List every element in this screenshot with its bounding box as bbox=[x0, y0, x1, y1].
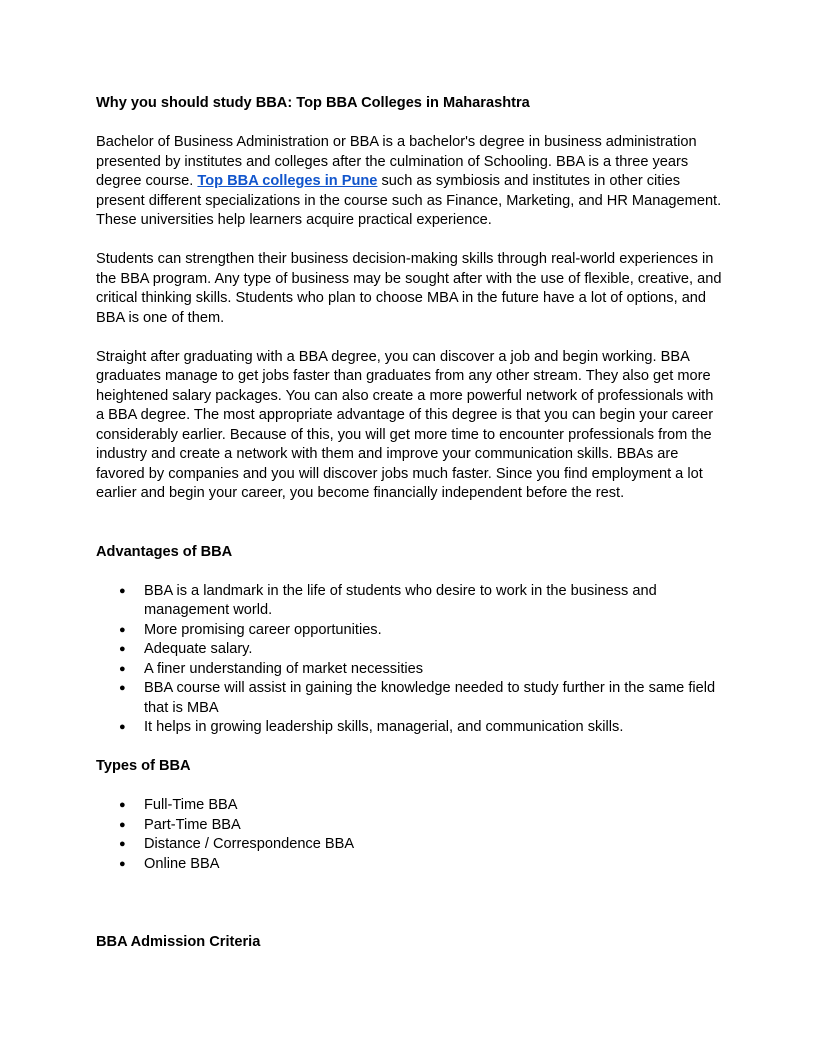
list-item bbox=[96, 621, 724, 641]
list-item bbox=[96, 796, 724, 816]
list-item bbox=[96, 835, 724, 855]
advantages-heading: Advantages of BBA bbox=[96, 543, 233, 560]
list-item bbox=[96, 679, 724, 718]
spacer bbox=[96, 504, 724, 543]
list-item bbox=[96, 855, 724, 875]
intro-text-start: Bachelor of Business Administration or BBA is a bachelor's degree in business administration presented by institutes and colleges after the culmination of Schooling. BBA is a three years degree course. bbox=[96, 134, 697, 189]
list-item-text: It helps in growing leadership skills, managerial, and communication skills. bbox=[144, 719, 624, 735]
bullet-icon: ● bbox=[119, 799, 126, 811]
list-item-text: BBA course will assist in gaining the knowledge needed to study further in the same field that is MBA bbox=[144, 680, 716, 716]
bullet-icon: ● bbox=[119, 721, 126, 733]
bullet-icon: ● bbox=[119, 623, 126, 636]
bullet-icon: ● bbox=[119, 584, 126, 597]
list-item-text: BBA is a landmark in the life of students who desire to work in the business and management world. bbox=[144, 582, 657, 618]
spacer bbox=[96, 874, 724, 913]
list-item-text: Distance / Correspondence BBA bbox=[144, 836, 355, 852]
spacer bbox=[96, 328, 724, 348]
bullet-icon: ● bbox=[119, 682, 126, 694]
top-bba-colleges-pune-link[interactable]: Top BBA colleges in Pune bbox=[197, 173, 378, 189]
spacer bbox=[96, 913, 724, 933]
list-item bbox=[96, 718, 724, 738]
spacer bbox=[96, 777, 724, 797]
document-page bbox=[96, 94, 724, 952]
spacer bbox=[96, 114, 724, 134]
list-item bbox=[96, 660, 724, 680]
bullet-icon: ● bbox=[119, 662, 126, 675]
spacer bbox=[96, 738, 724, 758]
list-item bbox=[96, 640, 724, 660]
list-item-text: Part-Time BBA bbox=[144, 816, 241, 833]
admission-criteria-heading: BBA Admission Criteria bbox=[96, 933, 261, 950]
spacer bbox=[96, 231, 724, 251]
bullet-icon: ● bbox=[119, 857, 126, 870]
list-item-text: Online BBA bbox=[144, 855, 220, 872]
bullet-icon: ● bbox=[119, 643, 126, 655]
list-item-text: Adequate salary. bbox=[144, 641, 253, 657]
list-item bbox=[96, 582, 724, 621]
document-title: Why you should study BBA: Top BBA Colleges in Maharashtra bbox=[96, 95, 530, 111]
advantages-list bbox=[96, 582, 724, 738]
intro-paragraph bbox=[96, 133, 724, 231]
intro-text-end: such as symbiosis and institutes in other cities present different specializations in the course such as Finance, Marketing, and HR Management. These universities help learners acquire practical experience. bbox=[96, 173, 722, 228]
list-item-text: More promising career opportunities. bbox=[144, 621, 382, 638]
list-item bbox=[96, 816, 724, 836]
paragraph-3: Straight after graduating with a BBA degree, you can discover a job and begin working. BBA graduates manage to get jobs faster than graduates from any other stream. They also get more heightened salary packages. You can also create a more powerful network of professionals with a BBA degree. The most appropriate advantage of this degree is that you can begin your career considerably earlier. Because of this, you will get more time to encounter professionals from the industry and create a network with them and improve your communication skills. BBAs are favored by companies and you will discover jobs much faster. Since you find employment a lot earlier and begin your career, you become financially independent before the rest. bbox=[96, 348, 714, 501]
list-item-text: A finer understanding of market necessities bbox=[144, 660, 424, 677]
types-heading: Types of BBA bbox=[96, 758, 191, 774]
spacer bbox=[96, 562, 724, 582]
bullet-icon: ● bbox=[119, 838, 126, 850]
paragraph-2: Students can strengthen their business decision-making skills through real-world experiences in the BBA program. Any type of business may be sought after with the use of flexible, creative, and critical thinking skills. Students who plan to choose MBA in the future have a lot of options, and BBA is one of them. bbox=[96, 251, 722, 326]
list-item-text: Full-Time BBA bbox=[144, 797, 238, 813]
types-list bbox=[96, 796, 724, 874]
bullet-icon: ● bbox=[119, 818, 126, 831]
